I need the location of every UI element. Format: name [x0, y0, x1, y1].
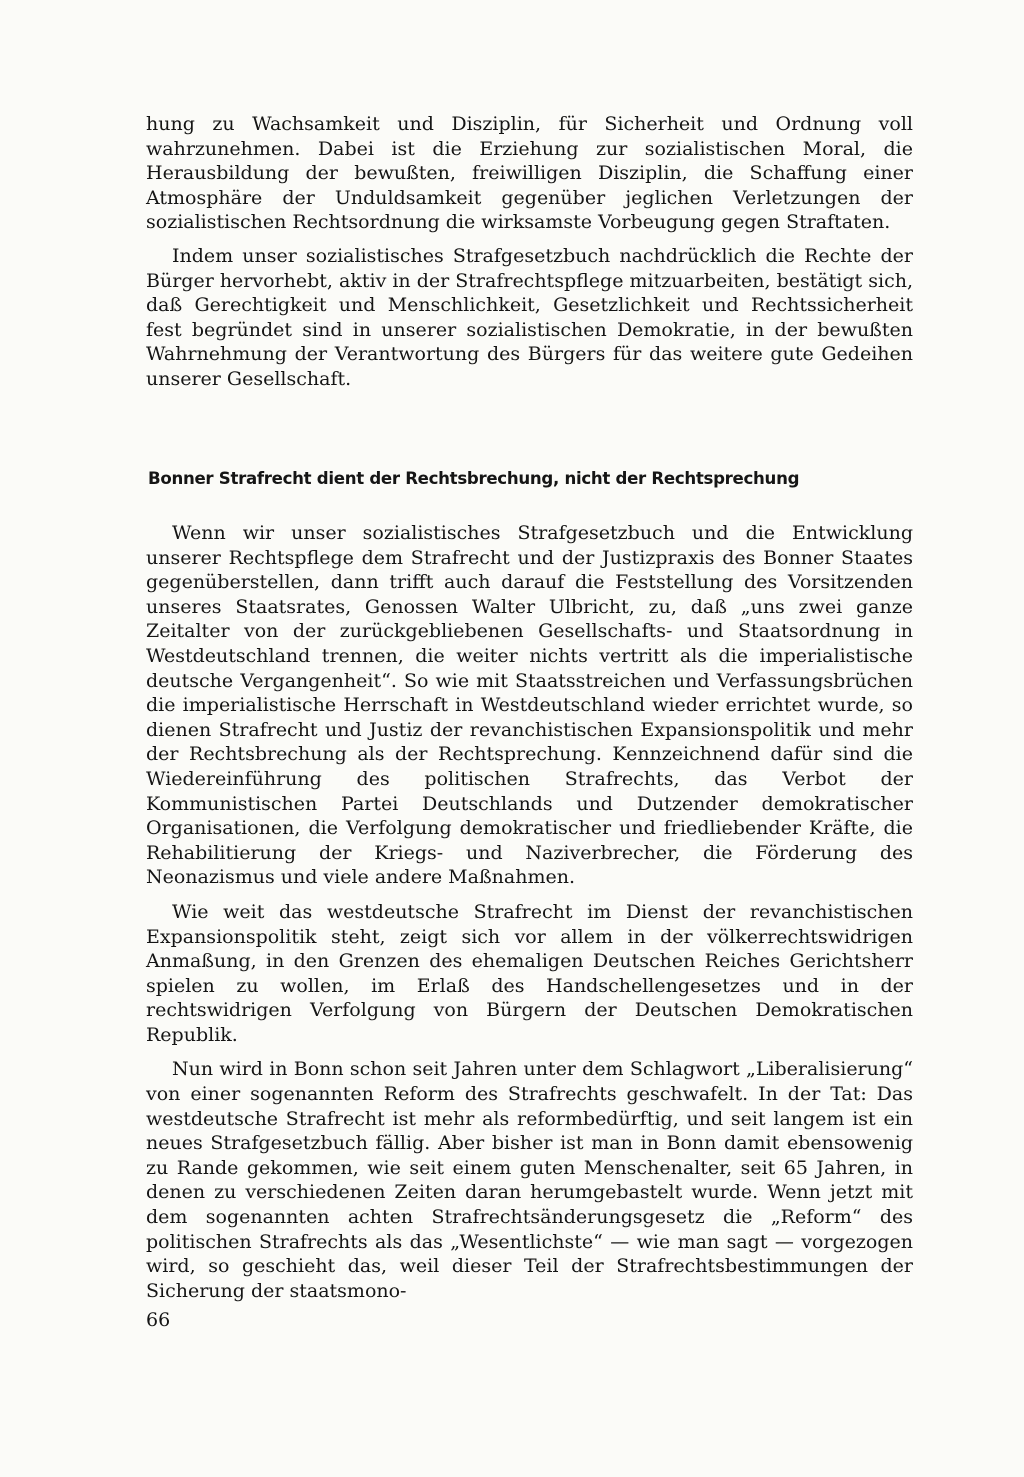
page-number: 66 [146, 1309, 171, 1331]
section-heading: Bonner Strafrecht dient der Rechtsbrechung, nicht der Rechtsprechung [148, 469, 800, 488]
paragraph: Wie weit das westdeutsche Strafrecht im Dienst der revanchistischen Expansionspolitik steht, zeigt sich vor allem in der völkerrechtswidrigen Anmaßung, in den Grenzen des ehemaligen Deutschen Reiches Gerichtsherr spielen zu wollen, im Erlaß des Handschellengesetzes und in der rechtswidrigen Verfolgung von Bürgern der Deutschen Demokratischen Republik. [146, 900, 913, 1046]
paragraph: hung zu Wachsamkeit und Disziplin, für Sicherheit und Ordnung voll wahrzunehmen. Dabei ist die Erziehung zur sozialistischen Moral, die Herausbildung der bewußten, freiwilligen Disziplin, die Schaffung einer Atmosphäre der Unduldsamkeit gegenüber jeglichen Verletzungen der sozialistischen Rechtsordnung die wirksamste Vorbeugung gegen Straftaten. [146, 113, 913, 234]
paragraph: Nun wird in Bonn schon seit Jahren unter dem Schlagwort „Liberalisierung“ von einer sogenannten Reform des Strafrechts geschwafelt. In der Tat: Das westdeutsche Strafrecht ist mehr als reformbedürftig, und seit langem ist ein neues Strafgesetzbuch fällig. Aber bisher ist man in Bonn damit ebensowenig zu Rande gekommen, wie seit einem guten Menschenalter, seit 65 Jahren, in denen zu verschiedenen Zeiten daran herumgebastelt wurde. Wenn jetzt mit dem sogenannten achten Strafrechtsänderungsgesetz die „Reform“ des politischen Strafrechts als das „Wesentlichste“ — wie man sagt — vorgezogen wird, so geschieht das, weil dieser Teil der Strafrechtsbestimmungen der Sicherung der staatsmono- [146, 1058, 913, 1302]
continuation-text [146, 112, 913, 392]
paragraph: Wenn wir unser sozialistisches Strafgesetzbuch und die Entwicklung unserer Rechtspflege dem Strafrecht und der Justizpraxis des Bonner Staates gegenüberstellen, dann trifft auch darauf die Feststellung des Vorsitzenden unseres Staatsrates, Genossen Walter Ulbricht, zu, daß „uns zwei ganze Zeitalter von der zurückgebliebenen Gesellschafts- und Staatsordnung in Westdeutschland trennen, die weiter nichts vertritt als die imperialistische deutsche Vergangenheit“. So wie mit Staatsstreichen und Verfassungsbrüchen die imperialistische Herrschaft in Westdeutschland wieder errichtet wurde, so dienen Strafrecht und Justiz der revanchistischen Expansionspolitik und mehr der Rechtsbrechung als der Rechtsprechung. Kennzeichnend dafür sind die Wiedereinführung des politischen Strafrechts, das Verbot der Kommunistischen Partei Deutschlands und Dutzender demokratischer Organisationen, die Verfolgung demokratischer und friedliebender Kräfte, die Rehabilitierung der Kriegs- und Naziverbrecher, die Förderung des Neonazismus und viele andere Maßnahmen. [146, 522, 913, 889]
section-body [146, 521, 913, 1303]
paragraph: Indem unser sozialistisches Strafgesetzbuch nachdrücklich die Rechte der Bürger hervorhebt, aktiv in der Strafrechtspflege mitzuarbeiten, bestätigt sich, daß Gerechtigkeit und Menschlichkeit, Gesetzlichkeit und Rechtssicherheit fest begründet sind in unserer sozialistischen Demokratie, in der bewußten Wahrnehmung der Verantwortung des Bürgers für das weitere gute Gedeihen unserer Gesellschaft. [146, 244, 913, 390]
